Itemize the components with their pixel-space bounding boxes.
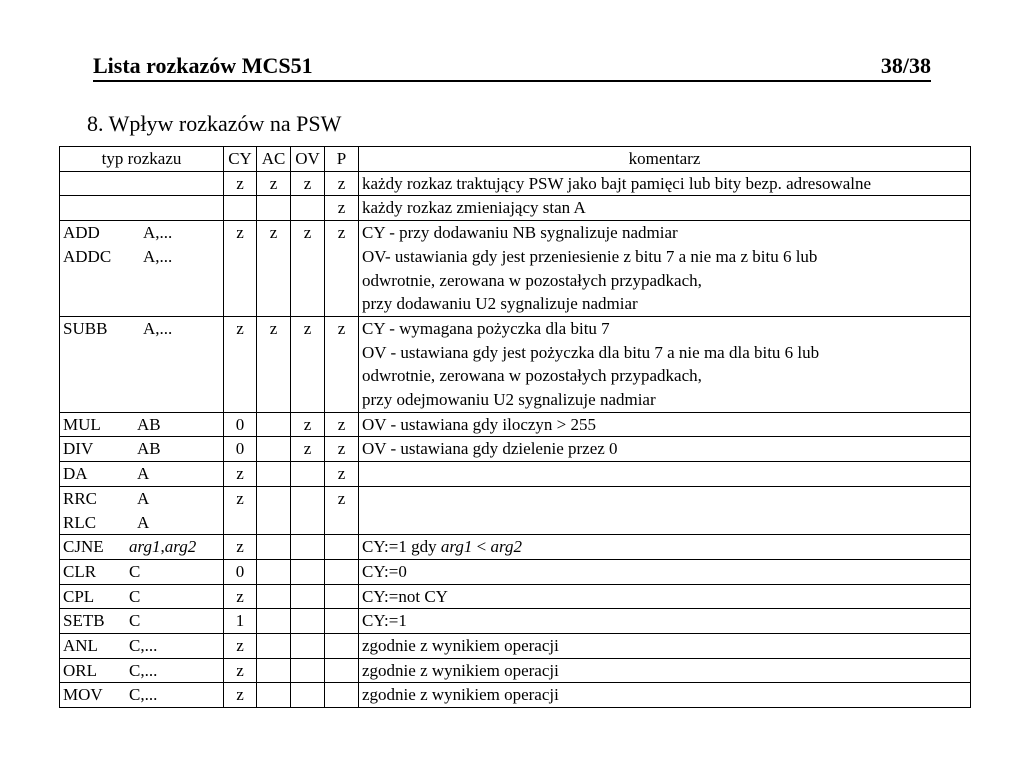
- flag-ov-cell: [291, 609, 325, 634]
- table-row: [60, 535, 971, 560]
- instruction-line: [63, 317, 220, 341]
- comment-line: [362, 462, 967, 486]
- mnemonic: ADD: [63, 223, 100, 243]
- instruction-line: [63, 511, 220, 535]
- comment-cell: [359, 658, 971, 683]
- comment-line: zgodnie z wynikiem operacji: [362, 685, 559, 705]
- comment-cell: [359, 535, 971, 560]
- flag-ac-cell: [257, 462, 291, 487]
- flag-ac-cell: [257, 634, 291, 659]
- comment-line: CY:=0: [362, 561, 407, 581]
- header-comment: komentarz: [359, 147, 971, 172]
- flag-ov-cell: z: [291, 412, 325, 437]
- mnemonic: ANL: [63, 636, 98, 656]
- flag-ov-cell: [291, 486, 325, 534]
- flag-cy-cell: z: [224, 171, 257, 196]
- flag-cy-cell: z: [224, 634, 257, 659]
- document-title: Lista rozkazów MCS51: [93, 53, 313, 78]
- flag-cy-cell: 0: [224, 559, 257, 584]
- operand-segment: arg2: [164, 537, 197, 557]
- mnemonic: CLR: [63, 561, 97, 581]
- comment-cell: [359, 412, 971, 437]
- comment-cell: [359, 437, 971, 462]
- flag-cy-cell: 0: [224, 412, 257, 437]
- flag-ac-cell: z: [257, 221, 291, 317]
- instruction-line: [63, 535, 220, 559]
- instruction-cell: [60, 171, 224, 196]
- instruction-cell: [60, 196, 224, 221]
- comment-line: przy dodawaniu U2 sygnalizuje nadmiar: [362, 294, 638, 314]
- comment-line: każdy rozkaz zmieniający stan A: [362, 198, 586, 218]
- flag-cy-cell: 1: [224, 609, 257, 634]
- header-instruction-type: typ rozkazu: [60, 147, 224, 172]
- comment-cell: [359, 584, 971, 609]
- flag-cy-cell: z: [224, 221, 257, 317]
- comment-line: CY:=1: [362, 611, 407, 631]
- operand: C,...: [129, 660, 158, 680]
- comment-line: OV - ustawiana gdy iloczyn > 255: [362, 414, 597, 434]
- flag-p-cell: z: [325, 486, 359, 534]
- instruction-line: [63, 609, 220, 633]
- header-ov: OV: [291, 147, 325, 172]
- flag-ov-cell: [291, 584, 325, 609]
- comment-segment: <: [472, 537, 491, 557]
- operand: A,...: [143, 318, 173, 338]
- flag-ac-cell: [257, 437, 291, 462]
- comment-line: przy odejmowaniu U2 sygnalizuje nadmiar: [362, 390, 656, 410]
- flag-cy-cell: [224, 196, 257, 221]
- flag-ov-cell: [291, 196, 325, 221]
- table-row: [60, 196, 971, 221]
- instruction-line: [63, 437, 220, 461]
- comment-cell: [359, 634, 971, 659]
- header-p: P: [325, 147, 359, 172]
- instruction-cell: [60, 486, 224, 534]
- instruction-cell: [60, 658, 224, 683]
- operand: C,...: [129, 685, 158, 705]
- flag-ac-cell: [257, 559, 291, 584]
- header-cy: CY: [224, 147, 257, 172]
- instruction-cell: [60, 437, 224, 462]
- mnemonic: ORL: [63, 660, 97, 680]
- comment-cell: [359, 462, 971, 487]
- operand: [129, 535, 196, 559]
- flag-p-cell: z: [325, 196, 359, 221]
- flag-ov-cell: z: [291, 316, 325, 412]
- flag-p-cell: z: [325, 462, 359, 487]
- instruction-cell: [60, 316, 224, 412]
- flag-ov-cell: z: [291, 437, 325, 462]
- flag-ac-cell: [257, 196, 291, 221]
- comment-line: OV - ustawiana gdy jest pożyczka dla bitu 7 a nie ma dla bitu 6 lub: [362, 342, 820, 362]
- comment-line: odwrotnie, zerowana w pozostałych przypadkach,: [362, 366, 702, 386]
- instruction-line: [63, 462, 220, 486]
- instruction-cell: [60, 634, 224, 659]
- table-row: [60, 221, 971, 317]
- instruction-cell: [60, 412, 224, 437]
- flag-p-cell: [325, 683, 359, 708]
- flag-ov-cell: [291, 634, 325, 659]
- flag-p-cell: [325, 634, 359, 659]
- instruction-cell: [60, 683, 224, 708]
- comment-segment: arg1: [440, 537, 473, 557]
- mnemonic: DA: [63, 464, 88, 484]
- table-row: [60, 559, 971, 584]
- table-row: [60, 634, 971, 659]
- mnemonic: ADDC: [63, 246, 112, 266]
- flag-ov-cell: [291, 559, 325, 584]
- comment-line: CY:=not CY: [362, 586, 448, 606]
- instruction-cell: [60, 559, 224, 584]
- comment-line: CY - wymagana pożyczka dla bitu 7: [362, 318, 610, 338]
- flag-ov-cell: [291, 462, 325, 487]
- comment-line: zgodnie z wynikiem operacji: [362, 660, 559, 680]
- flag-ov-cell: z: [291, 171, 325, 196]
- instruction-line: [63, 585, 220, 609]
- operand: A,...: [143, 246, 173, 266]
- instruction-line: [63, 221, 220, 245]
- instruction-line: [63, 560, 220, 584]
- comment-cell: [359, 221, 971, 317]
- instruction-cell: [60, 462, 224, 487]
- flag-ov-cell: [291, 535, 325, 560]
- operand: A,...: [143, 223, 173, 243]
- table-row: [60, 437, 971, 462]
- comment-cell: [359, 559, 971, 584]
- flag-cy-cell: z: [224, 535, 257, 560]
- flag-ac-cell: [257, 658, 291, 683]
- flag-cy-cell: z: [224, 683, 257, 708]
- mnemonic: SETB: [63, 611, 105, 631]
- flag-p-cell: [325, 535, 359, 560]
- flag-p-cell: z: [325, 221, 359, 317]
- table-header-row: [60, 147, 971, 172]
- mnemonic: SUBB: [63, 318, 108, 338]
- flag-p-cell: [325, 559, 359, 584]
- comment-segment: CY:=1 gdy: [362, 537, 441, 557]
- flag-p-cell: [325, 584, 359, 609]
- comment-line: [362, 487, 967, 511]
- table-row: [60, 683, 971, 708]
- operand: C: [129, 561, 141, 581]
- instruction-cell: [60, 584, 224, 609]
- page-header: [93, 52, 931, 82]
- comment-line: każdy rozkaz traktujący PSW jako bajt pamięci lub bity bezp. adresowalne: [362, 173, 872, 193]
- operand-segment: arg1: [129, 537, 161, 557]
- comment-cell: [359, 316, 971, 412]
- table-row: [60, 412, 971, 437]
- flag-cy-cell: z: [224, 584, 257, 609]
- flag-p-cell: z: [325, 437, 359, 462]
- operand: C,...: [129, 636, 158, 656]
- flag-ac-cell: [257, 535, 291, 560]
- psw-effects-table: [59, 146, 971, 708]
- comment-line: OV- ustawiania gdy jest przeniesienie z bitu 7 a nie ma z bitu 6 lub: [362, 246, 818, 266]
- flag-p-cell: [325, 658, 359, 683]
- flag-ac-cell: z: [257, 316, 291, 412]
- operand: C: [129, 586, 141, 606]
- flag-ac-cell: [257, 486, 291, 534]
- instruction-cell: [60, 609, 224, 634]
- comment-line: OV - ustawiana gdy dzielenie przez 0: [362, 439, 618, 459]
- flag-cy-cell: z: [224, 316, 257, 412]
- mnemonic: CJNE: [63, 537, 104, 557]
- flag-ac-cell: [257, 609, 291, 634]
- mnemonic: RRC: [63, 488, 98, 508]
- instruction-line: [63, 659, 220, 683]
- operand: A: [137, 488, 150, 508]
- section-title: 8. Wpływ rozkazów na PSW: [87, 111, 342, 136]
- instruction-line: [63, 683, 220, 707]
- operand: C: [129, 611, 141, 631]
- flag-cy-cell: z: [224, 486, 257, 534]
- flag-ac-cell: [257, 584, 291, 609]
- instruction-line: [63, 245, 220, 269]
- flag-cy-cell: z: [224, 658, 257, 683]
- flag-p-cell: z: [325, 316, 359, 412]
- header-ac: AC: [257, 147, 291, 172]
- operand: AB: [137, 414, 161, 434]
- comment-line: CY - przy dodawaniu NB sygnalizuje nadmiar: [362, 223, 678, 243]
- table-row: [60, 609, 971, 634]
- flag-ac-cell: [257, 412, 291, 437]
- table-row: [60, 462, 971, 487]
- comment-segment: arg2: [490, 537, 522, 557]
- operand: A: [137, 464, 150, 484]
- comment-cell: [359, 171, 971, 196]
- flag-ov-cell: z: [291, 221, 325, 317]
- instruction-line: [63, 487, 220, 511]
- instruction-line: [63, 634, 220, 658]
- flag-p-cell: [325, 609, 359, 634]
- instruction-line: [63, 413, 220, 437]
- table-row: [60, 584, 971, 609]
- flag-p-cell: z: [325, 412, 359, 437]
- instruction-cell: [60, 535, 224, 560]
- flag-cy-cell: 0: [224, 437, 257, 462]
- comment-cell: [359, 683, 971, 708]
- instruction-cell: [60, 221, 224, 317]
- mnemonic: CPL: [63, 586, 95, 606]
- comment-cell: [359, 609, 971, 634]
- comment-cell: [359, 196, 971, 221]
- flag-ov-cell: [291, 658, 325, 683]
- comment-line: zgodnie z wynikiem operacji: [362, 636, 559, 656]
- flag-ac-cell: [257, 683, 291, 708]
- mnemonic: MOV: [63, 685, 103, 705]
- flag-ac-cell: z: [257, 171, 291, 196]
- comment-line: odwrotnie, zerowana w pozostałych przypadkach,: [362, 270, 702, 290]
- operand-segment: ,: [160, 537, 165, 557]
- mnemonic: MUL: [63, 414, 101, 434]
- operand: AB: [137, 439, 161, 459]
- table-row: [60, 316, 971, 412]
- page-number: 38/38: [880, 53, 931, 78]
- table-row: [60, 658, 971, 683]
- operand: A: [137, 512, 150, 532]
- table-row: [60, 171, 971, 196]
- table-row: [60, 486, 971, 534]
- mnemonic: DIV: [63, 439, 94, 459]
- table-body: [60, 171, 971, 707]
- flag-p-cell: z: [325, 171, 359, 196]
- comment-cell: [359, 486, 971, 534]
- flag-ov-cell: [291, 683, 325, 708]
- mnemonic: RLC: [63, 512, 97, 532]
- flag-cy-cell: z: [224, 462, 257, 487]
